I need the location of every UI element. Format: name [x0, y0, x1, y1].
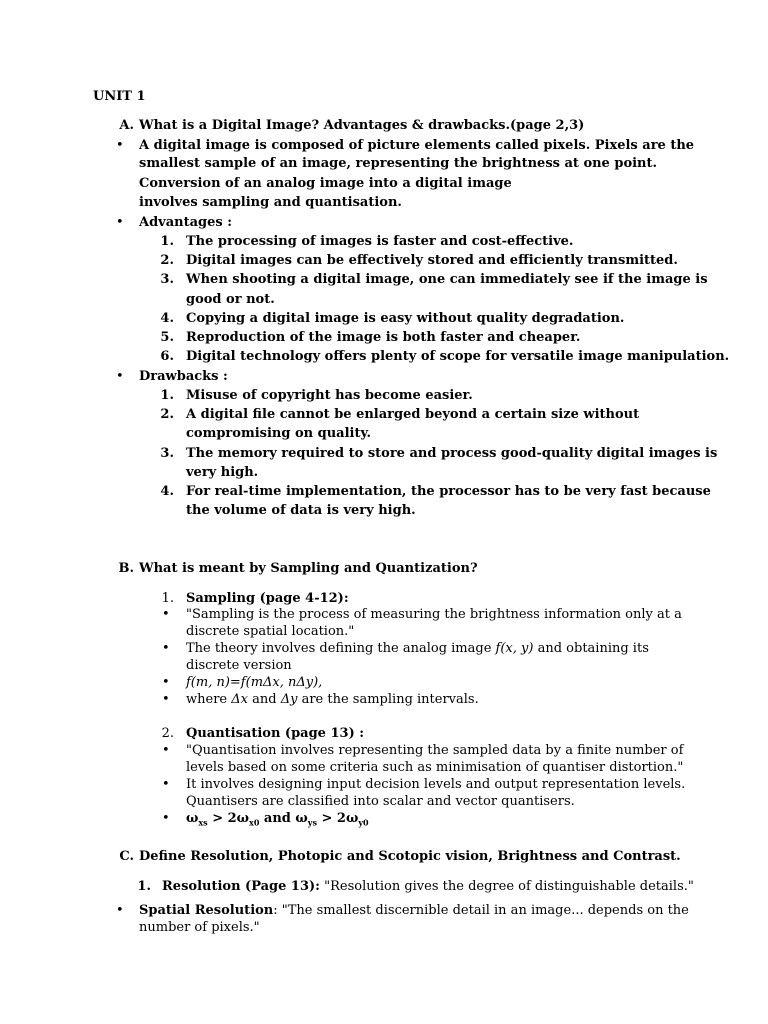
advantage-item-cont: good or not. — [186, 292, 275, 307]
list-number: 5. — [160, 330, 174, 345]
drawback-item-cont: compromising on quality. — [186, 426, 372, 441]
delta-y: Δy — [280, 692, 298, 707]
spatial-resolution — [139, 902, 689, 919]
advantage-item: Copying a digital image is easy without quality degradation. — [186, 311, 625, 326]
quantisation-levels: It involves designing input decision levels and output representation levels. — [186, 777, 686, 792]
quantisation-quote: "Quantisation involves representing the sampled data by a finite number of — [186, 743, 684, 758]
theory-text: The theory involves defining the analog image — [186, 641, 492, 656]
where-text: where — [186, 692, 228, 707]
bullet: • — [162, 675, 170, 690]
spatial-title: Spatial Resolution — [139, 903, 274, 918]
analog-image-formula: f(x, y) — [495, 641, 534, 656]
sampling-quote-cont: discrete spatial location." — [186, 624, 355, 639]
section-b-heading: What is meant by Sampling and Quantization? — [139, 561, 478, 576]
section-b-label: B. — [118, 561, 134, 576]
drawbacks-title: Drawbacks : — [139, 369, 228, 384]
definition-line: A digital image is composed of picture elements called pixels. Pixels are the — [139, 138, 695, 153]
nyquist-condition: $\omega_{xs} > 2\omega_{x0}$ and $\omega_{ys} > 2\omega_{y0}$ — [186, 811, 369, 828]
intervals-text: are the sampling intervals. — [301, 692, 479, 707]
list-number: 3. — [160, 272, 174, 287]
drawback-item-cont: very high. — [186, 465, 259, 480]
spatial-resolution-cont: number of pixels." — [139, 920, 260, 935]
advantage-item: Digital technology offers plenty of scope for versatile image manipulation. — [186, 349, 730, 364]
bullet: • — [162, 607, 170, 622]
advantages-title: Advantages : — [139, 215, 233, 230]
advantage-item: When shooting a digital image, one can immediately see if the image is — [186, 272, 708, 287]
section-a-label: A. — [119, 118, 134, 133]
advantage-item: Reproduction of the image is both faster and cheaper. — [186, 330, 581, 345]
bullet: • — [116, 215, 124, 230]
and-text: and — [252, 692, 277, 707]
list-number: 3. — [160, 446, 174, 461]
list-number: 4. — [160, 484, 174, 499]
bullet: • — [162, 692, 170, 707]
bullet: • — [116, 138, 124, 153]
definition-line: involves sampling and quantisation. — [139, 195, 402, 210]
list-number: 6. — [160, 349, 174, 364]
list-number: 1. — [161, 591, 174, 606]
drawback-item: Misuse of copyright has become easier. — [186, 388, 473, 403]
bullet: • — [116, 903, 124, 918]
bullet: • — [162, 777, 170, 792]
bullet: • — [162, 743, 170, 758]
sampling-quote: "Sampling is the process of measuring the brightness information only at a — [186, 607, 682, 622]
delta-x: Δx — [231, 692, 248, 707]
theory-text: and obtaining its — [537, 641, 649, 656]
drawback-item: For real-time implementation, the processor has to be very fast because — [186, 484, 711, 499]
list-number: 1. — [160, 234, 174, 249]
drawback-item: The memory required to store and process good-quality digital images is — [186, 446, 718, 461]
drawback-item: A digital file cannot be enlarged beyond a certain size without — [186, 407, 640, 422]
resolution-definition — [162, 878, 694, 895]
advantage-item: The processing of images is faster and cost-effective. — [186, 234, 574, 249]
sampling-title: Sampling (page 4-12): — [186, 591, 349, 606]
list-number: 2. — [161, 726, 174, 741]
list-number: 1. — [160, 388, 174, 403]
quantisation-levels-cont: Quantisers are classified into scalar and vector quantisers. — [186, 794, 575, 809]
quantisation-quote-cont: levels based on some criteria such as minimisation of quantiser distortion." — [186, 760, 684, 775]
quantisation-title: Quantisation (page 13) : — [186, 726, 365, 741]
bullet: • — [116, 369, 124, 384]
sampling-formula: f(m, n)=f(mΔx, nΔy), — [186, 675, 323, 690]
resolution-title: Resolution (Page 13): — [162, 879, 320, 894]
definition-line: smallest sample of an image, representing the brightness at one point. — [139, 156, 658, 171]
advantage-item: Digital images can be effectively stored and efficiently transmitted. — [186, 253, 678, 268]
list-number: 2. — [160, 407, 174, 422]
spatial-text: : "The smallest discernible detail in an image... depends on the — [273, 903, 689, 918]
definition-line: Conversion of an analog image into a digital image — [139, 176, 512, 191]
unit-title: UNIT 1 — [93, 89, 146, 104]
section-c-label: C. — [119, 849, 134, 864]
section-a-heading: What is a Digital Image? Advantages & drawbacks.(page 2,3) — [139, 118, 585, 133]
resolution-text: "Resolution gives the degree of distinguishable details." — [324, 879, 694, 894]
sampling-intervals — [186, 691, 479, 708]
drawback-item-cont: the volume of data is very high. — [186, 503, 416, 518]
list-number: 1. — [137, 879, 151, 894]
list-number: 2. — [160, 253, 174, 268]
section-c-heading: Define Resolution, Photopic and Scotopic vision, Brightness and Contrast. — [139, 849, 681, 864]
bullet: • — [162, 641, 170, 656]
sampling-theory-cont: discrete version — [186, 658, 292, 673]
bullet: • — [162, 811, 170, 826]
sampling-theory — [186, 640, 649, 657]
list-number: 4. — [160, 311, 174, 326]
